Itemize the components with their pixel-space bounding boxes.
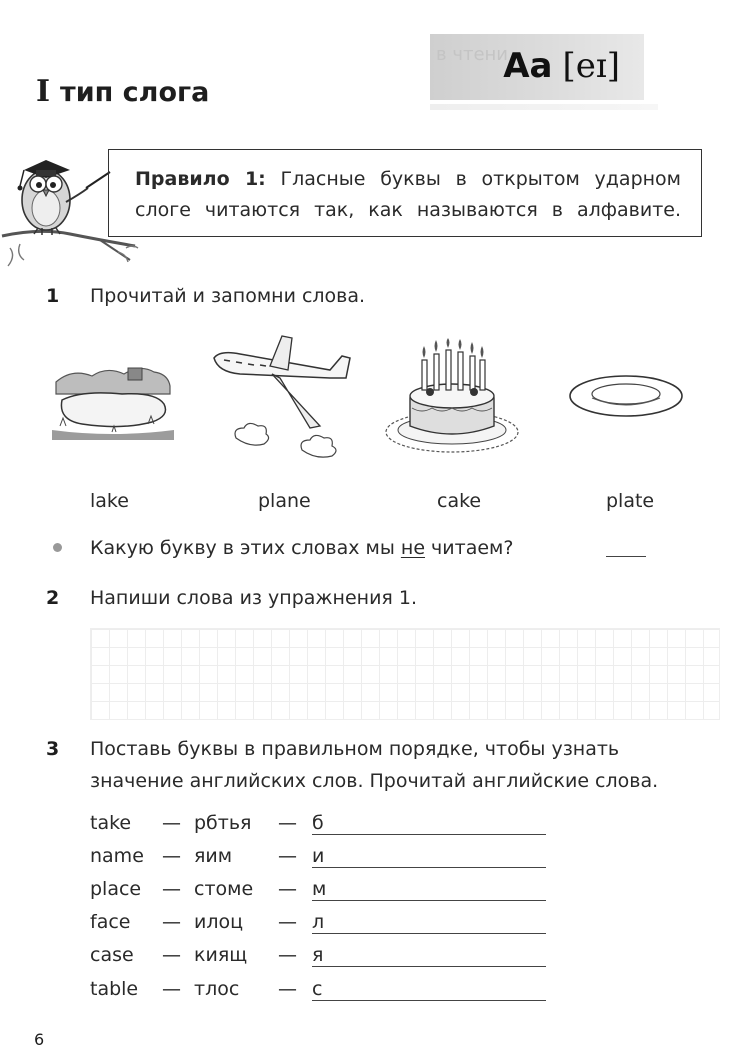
answer-first-letter: я bbox=[312, 944, 324, 966]
exercise-1-instruction: Прочитай и запомни слова. bbox=[90, 285, 366, 307]
plane-icon bbox=[210, 332, 358, 468]
dash: — bbox=[162, 878, 181, 900]
letter-heading bbox=[503, 46, 620, 86]
word-cake: cake bbox=[437, 490, 482, 512]
rule-text bbox=[135, 164, 681, 226]
letter: Aa bbox=[503, 46, 553, 86]
title-text: тип слога bbox=[60, 77, 210, 108]
banner-shadow bbox=[430, 104, 658, 110]
english-word: table bbox=[90, 978, 139, 1000]
letter-banner bbox=[430, 34, 644, 100]
transcription: [eɪ] bbox=[562, 46, 620, 86]
question-after: читаем? bbox=[425, 537, 514, 559]
answer-first-letter: и bbox=[312, 845, 325, 867]
question-text bbox=[90, 537, 513, 559]
answer-first-letter: л bbox=[312, 911, 325, 933]
word-plane: plane bbox=[258, 490, 311, 512]
dash: — bbox=[162, 845, 181, 867]
question-before: Какую букву в этих словах мы bbox=[90, 537, 401, 559]
exercise-3-number: 3 bbox=[46, 738, 60, 760]
answer-line[interactable] bbox=[312, 867, 546, 868]
dash: — bbox=[278, 911, 297, 933]
scrambled-letters: рбтья bbox=[194, 812, 252, 834]
question-emphasis: не bbox=[400, 537, 426, 559]
scrambled-letters: стоме bbox=[194, 878, 254, 900]
dash: — bbox=[162, 812, 181, 834]
dash: — bbox=[278, 878, 297, 900]
word-plate: plate bbox=[606, 490, 655, 512]
dash: — bbox=[278, 944, 297, 966]
english-word: take bbox=[90, 812, 132, 834]
rule-box bbox=[108, 149, 702, 237]
scrambled-letters: яим bbox=[194, 845, 233, 867]
rule-body: Гласные буквы в открытом ударном слоге читаются так, как называются в алфавите. bbox=[135, 168, 682, 221]
cake-icon bbox=[382, 338, 520, 456]
exercise-1-number: 1 bbox=[46, 285, 60, 307]
answer-first-letter: б bbox=[312, 812, 324, 834]
answer-first-letter: м bbox=[312, 878, 327, 900]
lake-icon bbox=[52, 360, 174, 440]
dash: — bbox=[278, 845, 297, 867]
answer-line[interactable] bbox=[312, 834, 546, 835]
english-word: case bbox=[90, 944, 134, 966]
dash: — bbox=[278, 978, 297, 1000]
dash: — bbox=[162, 978, 181, 1000]
answer-line[interactable] bbox=[312, 933, 546, 934]
exercise-3-instruction-line-1: Поставь буквы в правильном порядке, чтобы узнать bbox=[90, 738, 620, 760]
answer-first-letter: с bbox=[312, 978, 323, 1000]
dash: — bbox=[162, 911, 181, 933]
dash: — bbox=[162, 944, 181, 966]
rule-label: Правило 1: bbox=[135, 168, 266, 190]
bullet-icon bbox=[53, 543, 62, 552]
exercise-3-instruction-line-2: значение английских слов. Прочитай английские слова. bbox=[90, 770, 659, 792]
exercise-2-number: 2 bbox=[46, 587, 60, 609]
answer-line[interactable] bbox=[312, 900, 546, 901]
page-title bbox=[36, 74, 209, 109]
english-word: name bbox=[90, 845, 144, 867]
answer-line[interactable] bbox=[312, 1000, 546, 1001]
answer-line[interactable] bbox=[312, 966, 546, 967]
answer-line[interactable] bbox=[606, 556, 646, 557]
banner-ghost-text: в чтени bbox=[436, 44, 508, 65]
scrambled-letters: илоц bbox=[194, 911, 244, 933]
title-roman-numeral: I bbox=[36, 74, 51, 109]
word-lake: lake bbox=[90, 490, 129, 512]
plate-icon bbox=[568, 372, 684, 424]
exercise-2-instruction: Напиши слова из упражнения 1. bbox=[90, 587, 418, 609]
page-number: 6 bbox=[34, 1030, 45, 1049]
writing-grid[interactable] bbox=[90, 628, 720, 720]
scrambled-letters: тлос bbox=[194, 978, 240, 1000]
scrambled-letters: киящ bbox=[194, 944, 248, 966]
dash: — bbox=[278, 812, 297, 834]
english-word: place bbox=[90, 878, 142, 900]
english-word: face bbox=[90, 911, 131, 933]
